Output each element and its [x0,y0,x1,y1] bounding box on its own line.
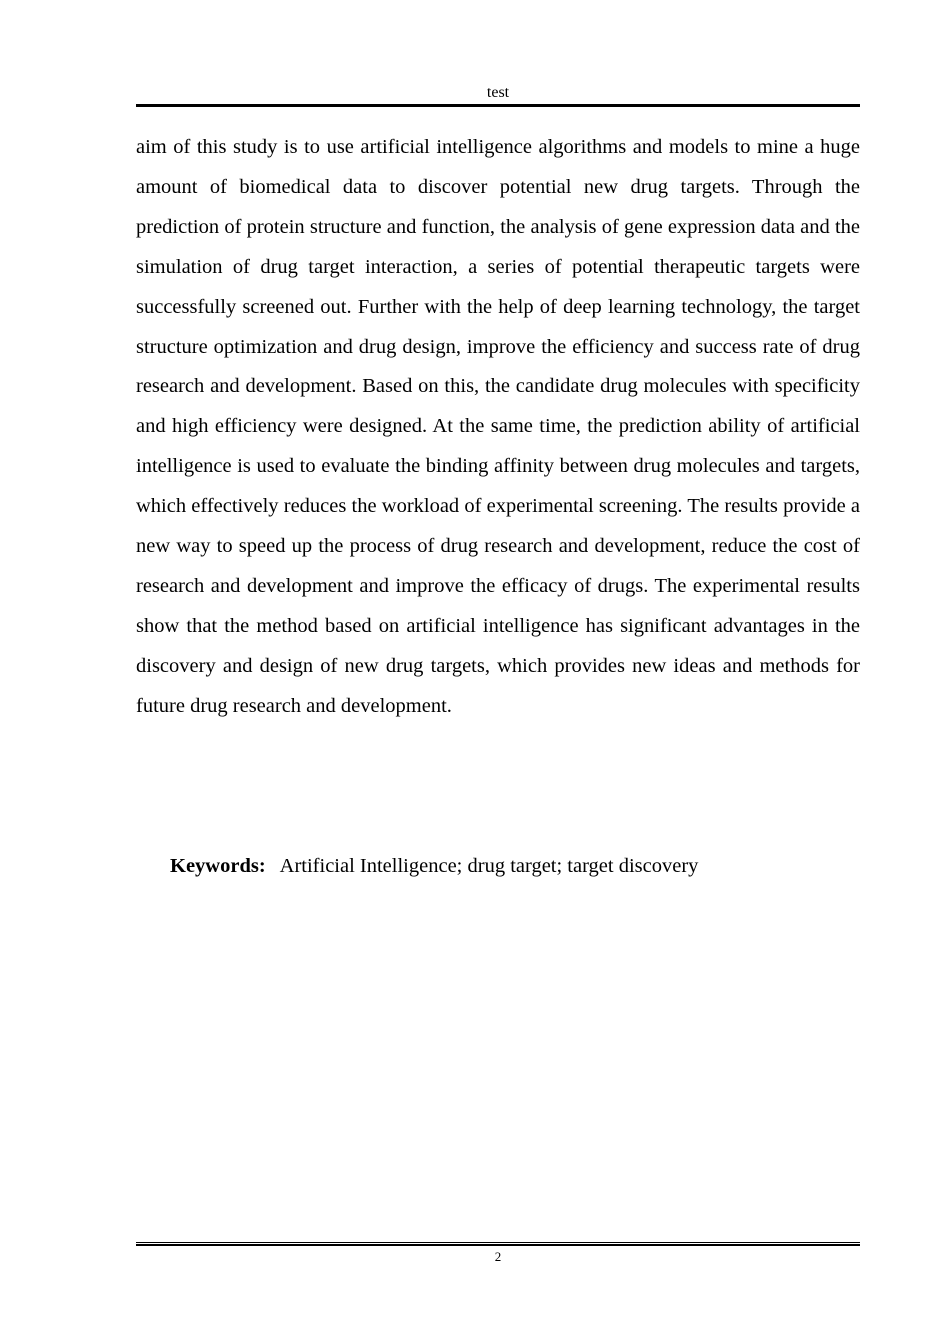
abstract-paragraph: aim of this study is to use artificial intelligence algorithms and models to mine a huge amount of biomedical data to discover potential new drug targets. Through the prediction of protein structure and function, the analysis of gene expression data and the simulation of drug target interaction, a series of potential therapeutic targets were successfully screened out. Further with the help of deep learning technology, the target structure optimization and drug design, improve the efficiency and success rate of drug research and development. Based on this, the candidate drug molecules with specificity and high efficiency were designed. At the same time, the prediction ability of artificial intelligence is used to evaluate the binding affinity between drug molecules and targets, which effectively reduces the workload of experimental screening. The results provide a new way to speed up the process of drug research and development, reduce the cost of research and development and improve the efficacy of drugs. The experimental results show that the method based on artificial intelligence has significant advantages in the discovery and design of new drug targets, which provides new ideas and methods for future drug research and development. [136,136,860,717]
keywords-value: Artificial Intelligence; drug target; target discovery [279,855,699,877]
running-header: test [486,84,510,101]
footer-rule-thick [136,1244,860,1246]
keywords-line [170,847,860,887]
header-rule [136,104,860,107]
page-number: 2 [494,1249,502,1264]
keywords-label: Keywords: [170,855,266,877]
footer-rule [136,1242,860,1243]
